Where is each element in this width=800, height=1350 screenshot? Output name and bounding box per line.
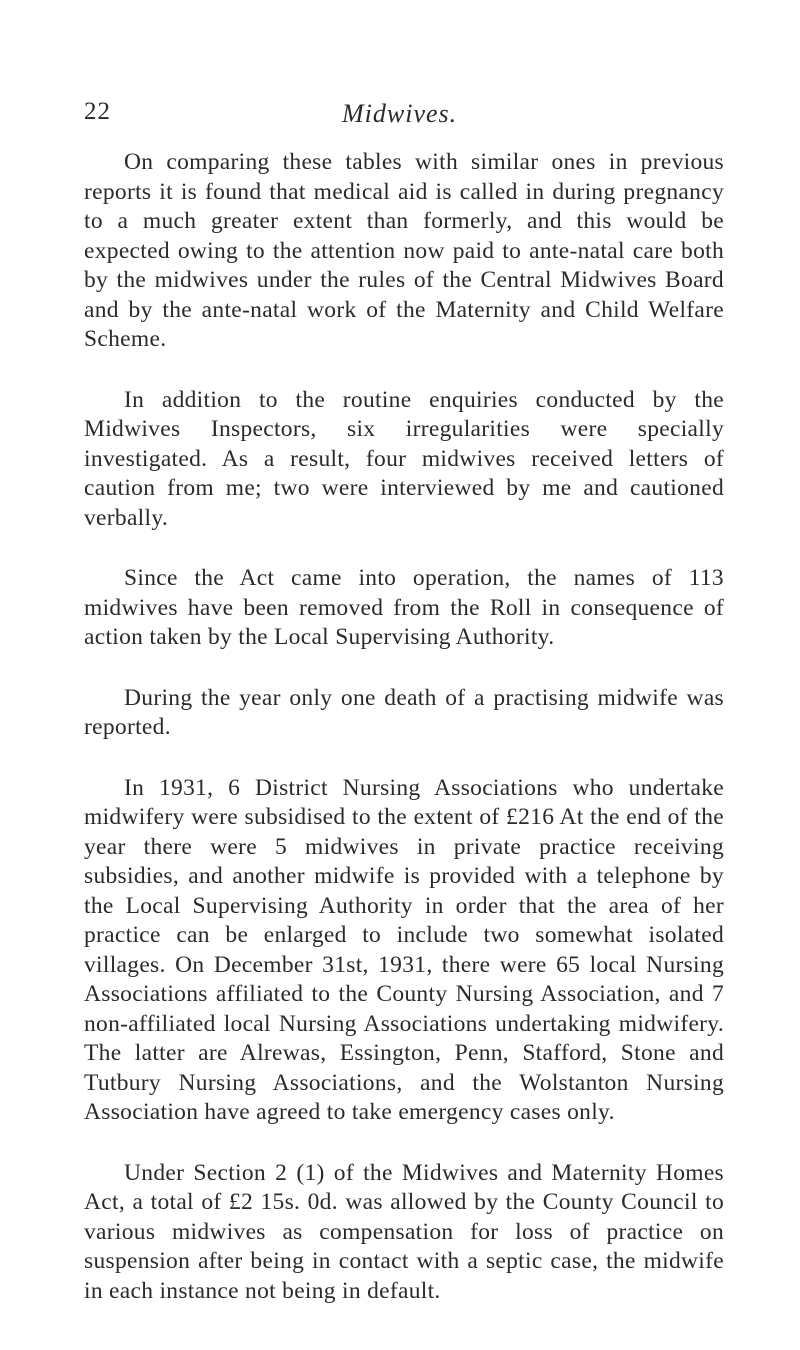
paragraph-medical-aid: On comparing these tables with similar ones in previous reports it is found that medical aid is called in during pregnancy to a much greater extent than formerly, and this would be expected owing to the attention now paid to ante-natal care both by the midwives under the rules of the Central Midwives Board and by the ante-natal work of the Maternity and Child Welfare Scheme.: [84, 149, 724, 352]
running-head: Midwives.: [342, 99, 458, 128]
paragraph-compensation: Under Section 2 (1) of the Midwives and Maternity Homes Act, a total of £2 15s. 0d. was allowed by the County Council to various midwives as compensation for loss of practice on suspension after being in contact with a septic case, the midwife in each instance not being in default.: [84, 1159, 724, 1304]
paragraph-roll-removals: Since the Act came into operation, the names of 113 midwives have been removed from the Roll in consequence of action taken by the Local Supervising Authority.: [84, 565, 724, 650]
paragraph-death: During the year only one death of a practising midwife was reported.: [84, 684, 724, 740]
page-number: 22: [84, 98, 111, 125]
page-header: [84, 98, 724, 138]
body-text: [84, 148, 724, 1306]
paragraph-irregularities: In addition to the routine enquiries conducted by the Midwives Inspectors, six irregularities were specially investigated. As a result, four midwives received letters of caution from me; two were interviewed by me and cautioned verbally.: [84, 386, 724, 531]
paragraph-nursing-associations: In 1931, 6 District Nursing Associations who undertake midwifery were subsidised to the extent of £216 At the end of the year there were 5 midwives in private practice receiving subsidies, and another midwife is provided with a telephone by the Local Supervising Authority in order that the area of her practice can be enlarged to include two somewhat isolated villages. On December 31st, 1931, there were 65 local Nursing Associations affiliated to the County Nursing Association, and 7 non-affiliated local Nursing Associations undertaking midwifery. The latter are Alrewas, Essington, Penn, Stafford, Stone and Tutbury Nursing Associations, and the Wolstanton Nursing Association have agreed to take emergency cases only.: [84, 774, 724, 1125]
